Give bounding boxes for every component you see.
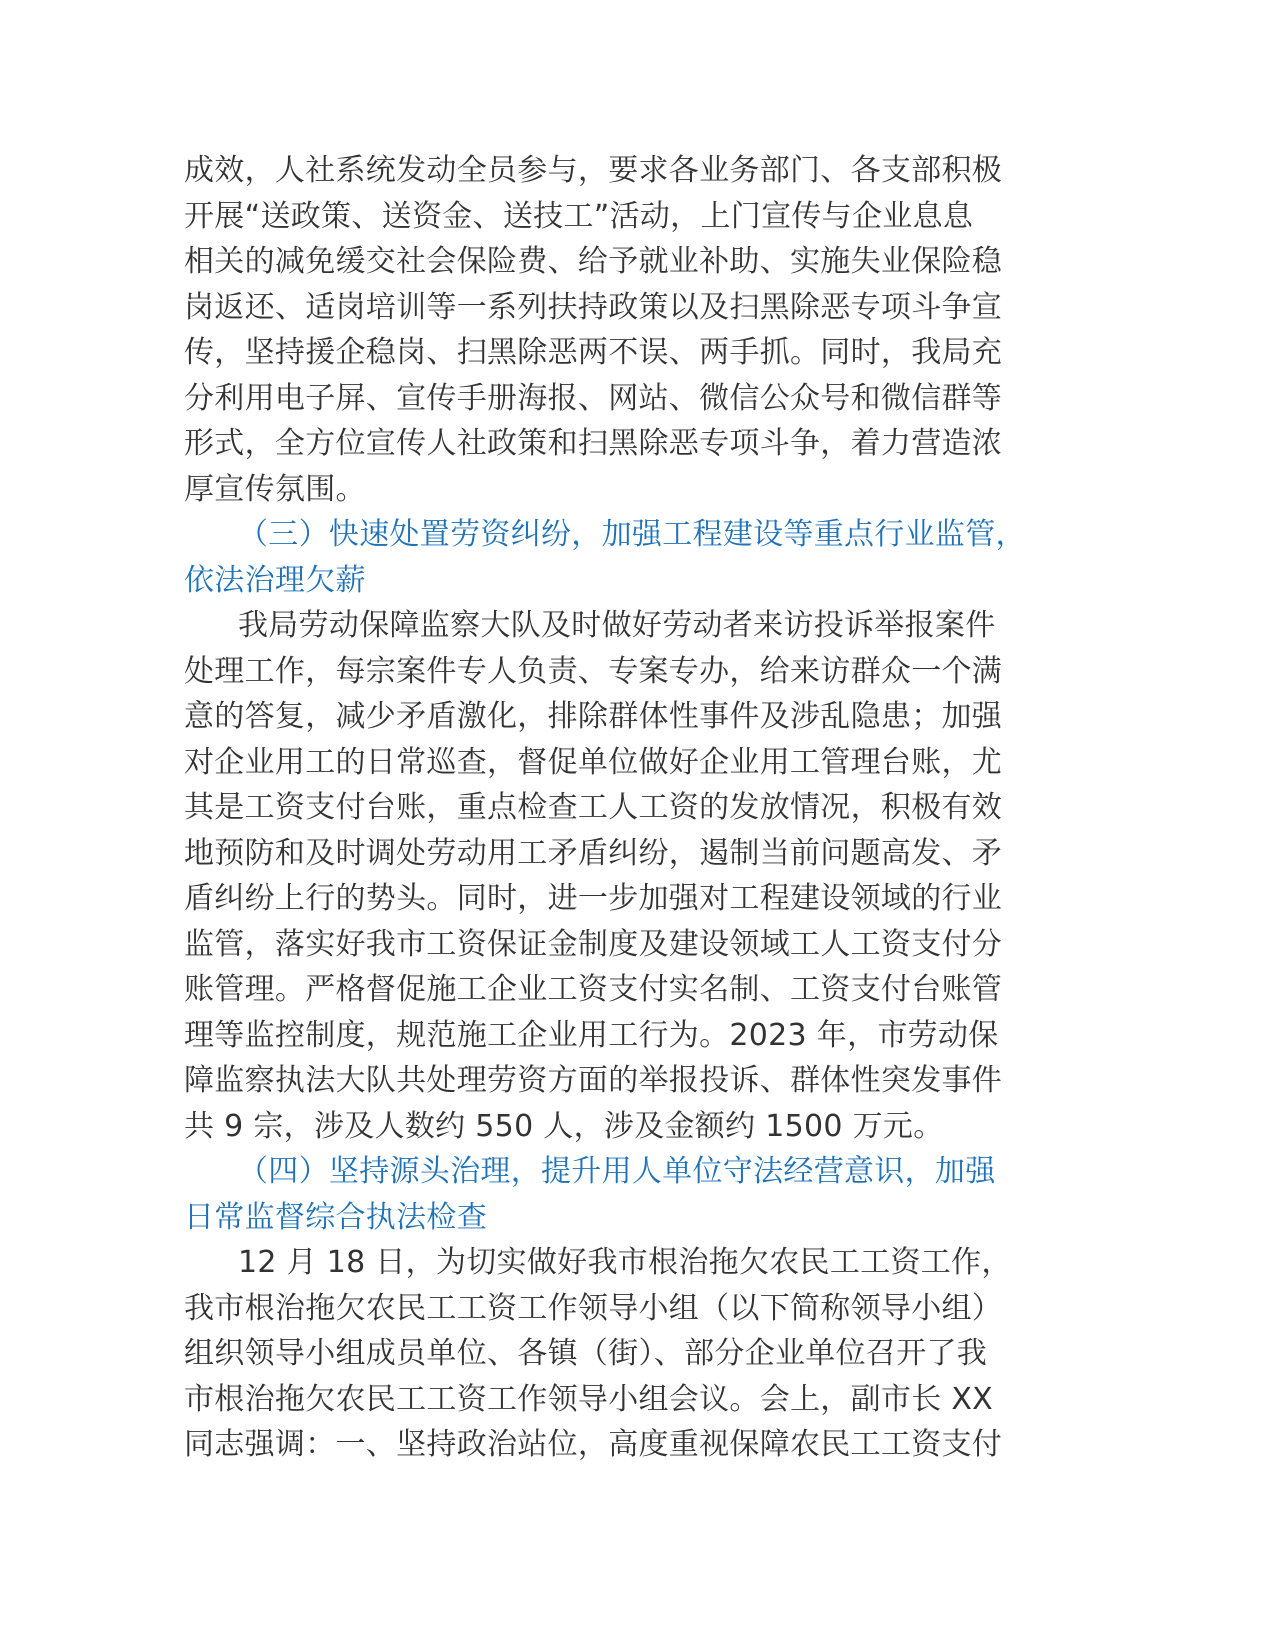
text-line: 厚宣传氛围。 xyxy=(184,471,366,507)
heading-line: （四）坚持源头治理，提升用人单位守法经营意识，加强 xyxy=(238,1154,996,1189)
text-line: 我局劳动保障监察大队及时做好劳动者来访投诉举报案件 xyxy=(238,608,996,643)
heading-line: 依法治理欠薪 xyxy=(184,562,366,598)
text-line: 账管理。严格督促施工企业工资支付实名制、工资支付台账管 xyxy=(184,972,1003,1007)
paragraph-1 xyxy=(184,148,1084,512)
text-line: 相关的减免缓交社会保险费、给予就业补助、实施失业保险稳 xyxy=(184,244,1003,279)
text-line: 对企业用工的日常巡查，督促单位做好企业用工管理台账，尤 xyxy=(184,744,1003,780)
text-line: 形式，全方位宣传人社政策和扫黑除恶专项斗争，着力营造浓 xyxy=(184,426,1003,461)
text-line: 共 9 宗，涉及人数约 550 人，涉及金额约 1500 万元。 xyxy=(184,1108,944,1144)
text-line: 成效，人社系统发动全员参与，要求各业务部门、各支部积极 xyxy=(184,153,1003,188)
heading-line: 日常监督综合执法检查 xyxy=(184,1199,487,1235)
text-line: 意的答复，减少矛盾激化，排除群体性事件及涉乱隐患；加强 xyxy=(184,699,1003,734)
text-line: 地预防和及时调处劳动用工矛盾纠纷，遏制当前问题高发、矛 xyxy=(184,835,1003,871)
text-line: 处理工作，每宗案件专人负责、专案专办，给来访群众一个满 xyxy=(184,653,1003,689)
paragraph-3 xyxy=(184,1240,1084,1468)
section-heading-3 xyxy=(184,512,1084,603)
text-line: 传，坚持援企稳岗、扫黑除恶两不误、两手抓。同时，我局充 xyxy=(184,335,1003,370)
text-line: 市根治拖欠农民工工资工作领导小组会议。会上，副市长 XX xyxy=(184,1381,994,1417)
text-line: 12 月 18 日，为切实做好我市根治拖欠农民工工资工作， xyxy=(238,1245,1012,1280)
text-line: 其是工资支付台账，重点检查工人工资的发放情况，积极有效 xyxy=(184,790,1003,825)
text-line: 我市根治拖欠农民工工资工作领导小组（以下简称领导小组） xyxy=(184,1290,1003,1326)
text-line: 盾纠纷上行的势头。同时，进一步加强对工程建设领域的行业 xyxy=(184,881,1003,916)
text-line: 开展“送政策、送资金、送技工”活动，上门宣传与企业息息 xyxy=(184,198,974,234)
document-page xyxy=(184,148,1084,1468)
text-line: 理等监控制度，规范施工企业用工行为。2023 年，市劳动保 xyxy=(184,1017,999,1053)
text-line: 障监察执法大队共处理劳资方面的举报投诉、群体性突发事件 xyxy=(184,1063,1003,1098)
text-line: 分利用电子屏、宣传手册海报、网站、微信公众号和微信群等 xyxy=(184,380,1003,416)
text-line: 监管，落实好我市工资保证金制度及建设领域工人工资支付分 xyxy=(184,926,1003,962)
heading-line: （三）快速处置劳资纠纷，加强工程建设等重点行业监管， xyxy=(238,517,1026,552)
text-line: 组织领导小组成员单位、各镇（街）、部分企业单位召开了我 xyxy=(184,1336,988,1371)
text-line: 同志强调：一、坚持政治站位，高度重视保障农民工工资支付 xyxy=(184,1427,1003,1462)
section-heading-4 xyxy=(184,1149,1084,1240)
text-line: 岗返还、适岗培训等一系列扶持政策以及扫黑除恶专项斗争宣 xyxy=(184,289,1003,325)
paragraph-2 xyxy=(184,603,1084,1149)
